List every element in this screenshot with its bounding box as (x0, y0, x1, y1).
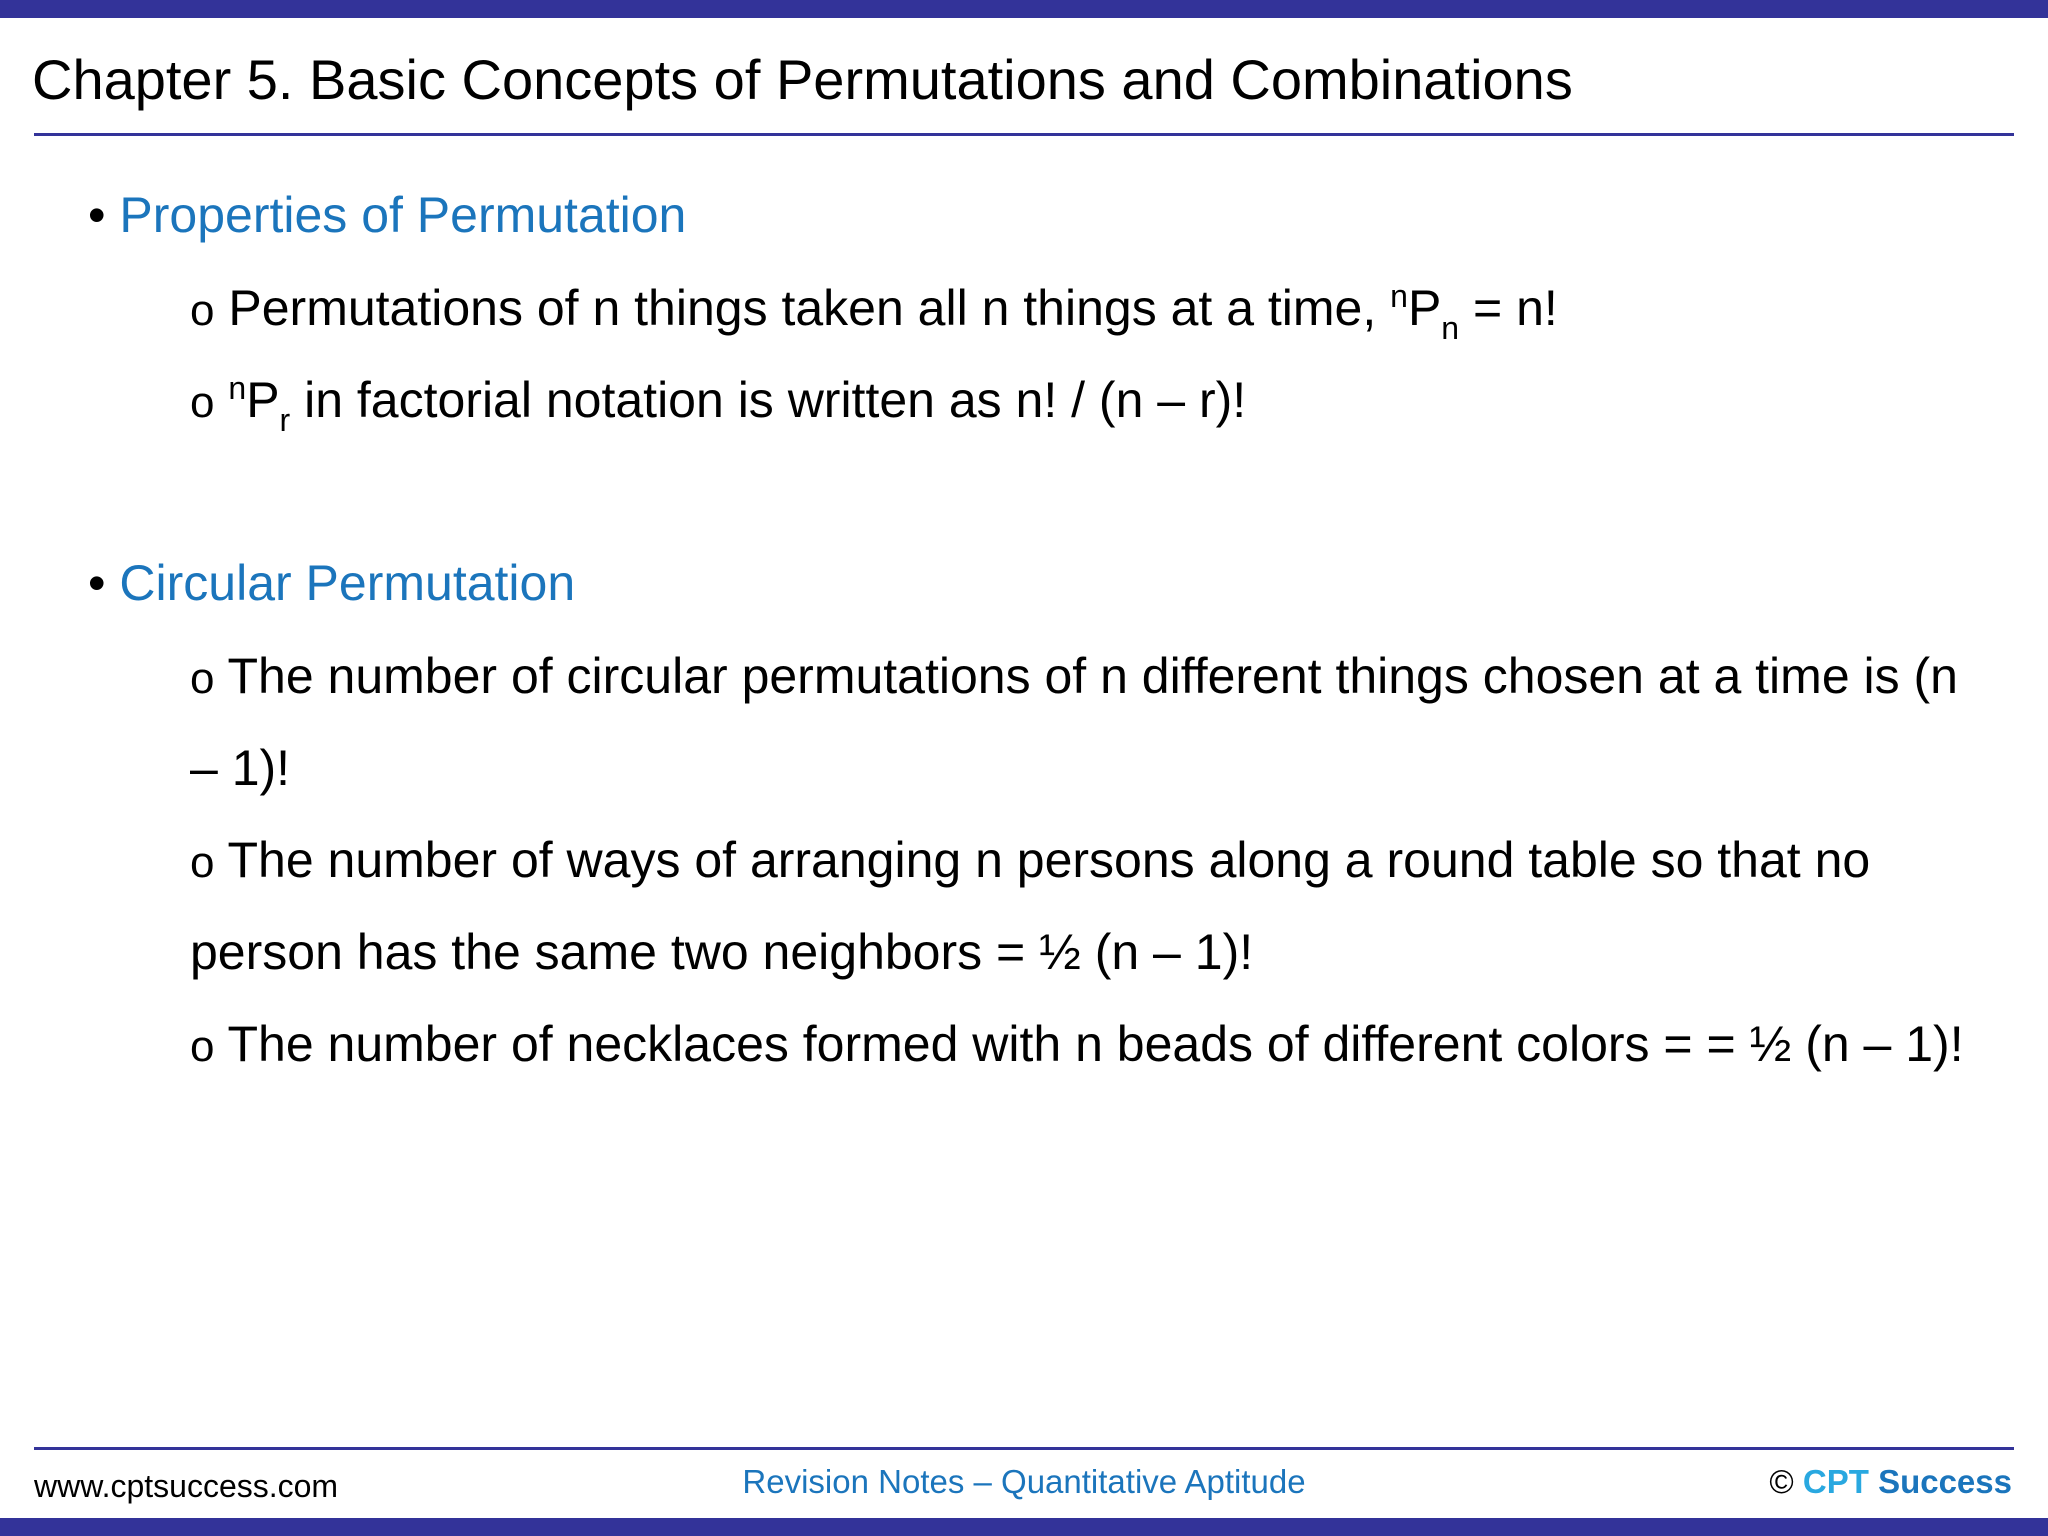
item-text: The number of ways of arranging n persons along a round table so that no (227, 832, 1871, 888)
page-title: Chapter 5. Basic Concepts of Permutations and Combinations (32, 48, 1573, 111)
list-item-permutation-all (190, 276, 1558, 346)
footer-website: www.cptsuccess.com (34, 1468, 339, 1504)
item-text-after: = n! (1459, 280, 1558, 336)
title-divider (34, 133, 2014, 136)
list-item-round-table-line1 (190, 828, 1870, 895)
list-item-necklaces (190, 1012, 1964, 1079)
copyright-icon: © (1769, 1463, 1794, 1500)
list-item-circular-line1 (190, 644, 1958, 711)
top-bar (0, 0, 2048, 18)
bullet-icon: • (88, 187, 106, 243)
footer-divider (34, 1447, 2014, 1450)
list-item-circular-line2: – 1)! (190, 740, 291, 796)
subscript: r (279, 402, 291, 438)
superscript: n (228, 370, 247, 406)
item-text: Permutations of n things taken all n things at a time, (228, 280, 1391, 336)
footer-title: Revision Notes – Quantitative Aptitude (742, 1463, 1306, 1500)
circle-bullet-icon: o (190, 654, 215, 703)
bullet-icon: • (88, 555, 106, 611)
item-text: The number of necklaces formed with n beads of different colors = = ½ (n – 1)! (227, 1016, 1964, 1072)
item-text-after: in factorial notation is written as n! / (n – r)! (290, 372, 1247, 428)
footer-brand (1769, 1462, 2012, 1502)
section-heading-text: Circular Permutation (119, 555, 576, 611)
bottom-bar (0, 1518, 2048, 1536)
circle-bullet-icon: o (190, 1022, 215, 1071)
brand-name-part1: CPT (1802, 1463, 1869, 1500)
section-heading-properties (88, 183, 686, 247)
circle-bullet-icon: o (190, 838, 215, 887)
brand-name-part2: Success (1878, 1463, 2012, 1500)
symbol-base: P (1407, 280, 1442, 336)
superscript: n (1390, 278, 1408, 314)
item-text: The number of circular permutations of n different things chosen at a time is (n (227, 648, 1958, 704)
list-item-round-table-line2: person has the same two neighbors = ½ (n – 1)! (190, 924, 1254, 980)
subscript: n (1441, 310, 1460, 346)
circle-bullet-icon: o (190, 286, 215, 335)
section-heading-text: Properties of Permutation (119, 187, 687, 243)
circle-bullet-icon: o (190, 378, 215, 427)
symbol-base: P (246, 372, 280, 428)
list-item-factorial-notation (190, 368, 1247, 438)
section-heading-circular (88, 551, 575, 615)
